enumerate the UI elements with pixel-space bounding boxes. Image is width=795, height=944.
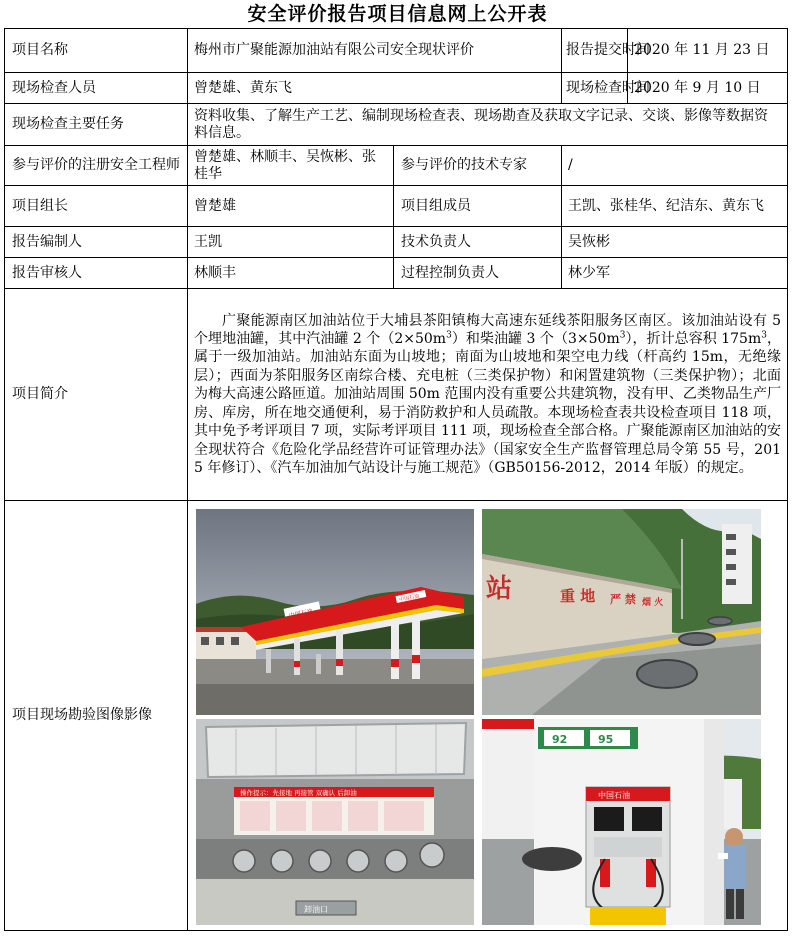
value-project-name: 梅州市广聚能源加油站有限公司安全现状评价 — [188, 29, 562, 73]
label-intro: 项目简介 — [5, 289, 188, 501]
label-experts: 参与评价的技术专家 — [394, 146, 562, 186]
photo-fuel-dispenser — [482, 719, 761, 925]
label-process-lead: 过程控制负责人 — [394, 258, 562, 289]
intro-text-2: ）和柴油罐 3 个（3×50m — [451, 331, 620, 348]
row-photos — [5, 501, 788, 931]
photo-tank-area — [482, 509, 761, 715]
row-leader — [5, 186, 788, 227]
row-tasks — [5, 104, 788, 146]
value-tech-lead: 吴恢彬 — [562, 227, 788, 258]
label-inspectors: 现场检查人员 — [5, 73, 188, 104]
pump-brand-text: 中国石油 — [598, 790, 630, 800]
wall-char-3: 严 禁 — [610, 592, 636, 606]
tank-plate-text: 卸油口 — [304, 904, 328, 914]
value-author: 王凯 — [188, 227, 394, 258]
value-reviewer: 林顺丰 — [188, 258, 394, 289]
label-tech-lead: 技术负责人 — [394, 227, 562, 258]
wall-char-4: 烟 火 — [642, 597, 664, 608]
value-tasks: 资料收集、了解生产工艺、编制现场检查表、现场勘查及获取文字记录、交谈、影像等数据资料信息。 — [188, 104, 788, 146]
label-project-name: 项目名称 — [5, 29, 188, 73]
canopy-photo-image — [196, 509, 474, 715]
tank-area-photo-image — [482, 509, 761, 715]
label-leader: 项目组长 — [5, 186, 188, 227]
fuel-dispenser-photo-image — [482, 719, 761, 925]
superscript-3b: 3 — [619, 330, 626, 341]
canopy-brand-text: 中国石油 — [288, 607, 314, 620]
value-inspectors: 曾楚雄、黄东飞 — [188, 73, 562, 104]
value-inspect-time: 2020 年 9 月 10 日 — [628, 73, 788, 104]
value-submit-time: 2020 年 11 月 23 日 — [628, 29, 788, 73]
canopy-brand-text-2: 中国石油 — [398, 592, 420, 603]
intro-text-1: 广聚能源南区加油站位于大埔县茶阳镇梅大高速东延线茶阳服务区南区。该加油站设有 5 个埋地油罐，其中汽油罐 2 个（2×50m — [194, 312, 782, 348]
label-tasks: 现场检查主要任务 — [5, 104, 188, 146]
info-table — [4, 28, 788, 931]
page-title: 安全评价报告项目信息网上公开表 — [247, 3, 548, 25]
label-members: 项目组成员 — [394, 186, 562, 227]
row-author — [5, 227, 788, 258]
wall-char-2: 重 地 — [560, 586, 596, 605]
superscript-3c: 3 — [761, 330, 767, 341]
pump-grade-92: 92 — [552, 732, 568, 746]
label-author: 报告编制人 — [5, 227, 188, 258]
value-members: 王凯、张桂华、纪洁东、黄东飞 — [562, 186, 788, 227]
photo-grid — [192, 506, 767, 926]
row-engineers — [5, 146, 788, 186]
unloading-panel-photo-image — [196, 719, 474, 925]
photo-unloading-panel — [196, 719, 474, 925]
intro-text-4: ，属于一级加油站。加油站东面为山坡地；南面为山坡地和架空电力线（杆高约 15m，无绝缘层）；西面为茶阳服务区南综合楼、充电桩（三类保护物）和闲置建筑物（三类保护物）；北面为梅大高速公路匝道。加油站周围 50m 范围内没有重要公共建筑物，没有甲、乙类物品生产厂房、库房，所在地交通便利，易于消防救护和人员疏散。本现场检查表共设检查项目 118 项，其中免予考评项目 7 项，实际考评项目 111 项，现场检查全部合格。广聚能源南区加油站的安全现状符合《危险化学品经营许可证管理办法》（国家安全生产监督管理总局令第 55 号，2015 年修订）、《汽车加油加气站设计与施工规范》（GB50156-2012，2014 年版）的规定。 — [194, 331, 782, 476]
value-experts: / — [562, 146, 788, 186]
tank-sign-text: 操作提示：先接地 再接管 双确认 后卸油 — [240, 788, 357, 797]
wall-char-1: 站 — [486, 573, 513, 604]
value-leader: 曾楚雄 — [188, 186, 394, 227]
photo-canopy — [196, 509, 474, 715]
label-photos: 项目现场勘验图像影像 — [5, 501, 188, 931]
intro-text-3: ），折计总容积 175m — [625, 331, 762, 348]
label-inspect-time: 现场检查时间 — [562, 73, 628, 104]
row-inspectors — [5, 73, 788, 104]
value-intro — [188, 289, 788, 501]
label-submit-time: 报告提交时间 — [562, 29, 628, 73]
value-process-lead: 林少军 — [562, 258, 788, 289]
label-reviewer: 报告审核人 — [5, 258, 188, 289]
pump-grade-95: 95 — [598, 732, 614, 746]
row-project-name — [5, 29, 788, 73]
row-intro — [5, 289, 788, 501]
superscript-3a: 3 — [446, 330, 452, 341]
label-engineers: 参与评价的注册安全工程师 — [5, 146, 188, 186]
row-reviewer — [5, 258, 788, 289]
value-engineers: 曾楚雄、林顺丰、吴恢彬、张桂华 — [188, 146, 394, 186]
photos-cell — [188, 501, 788, 931]
